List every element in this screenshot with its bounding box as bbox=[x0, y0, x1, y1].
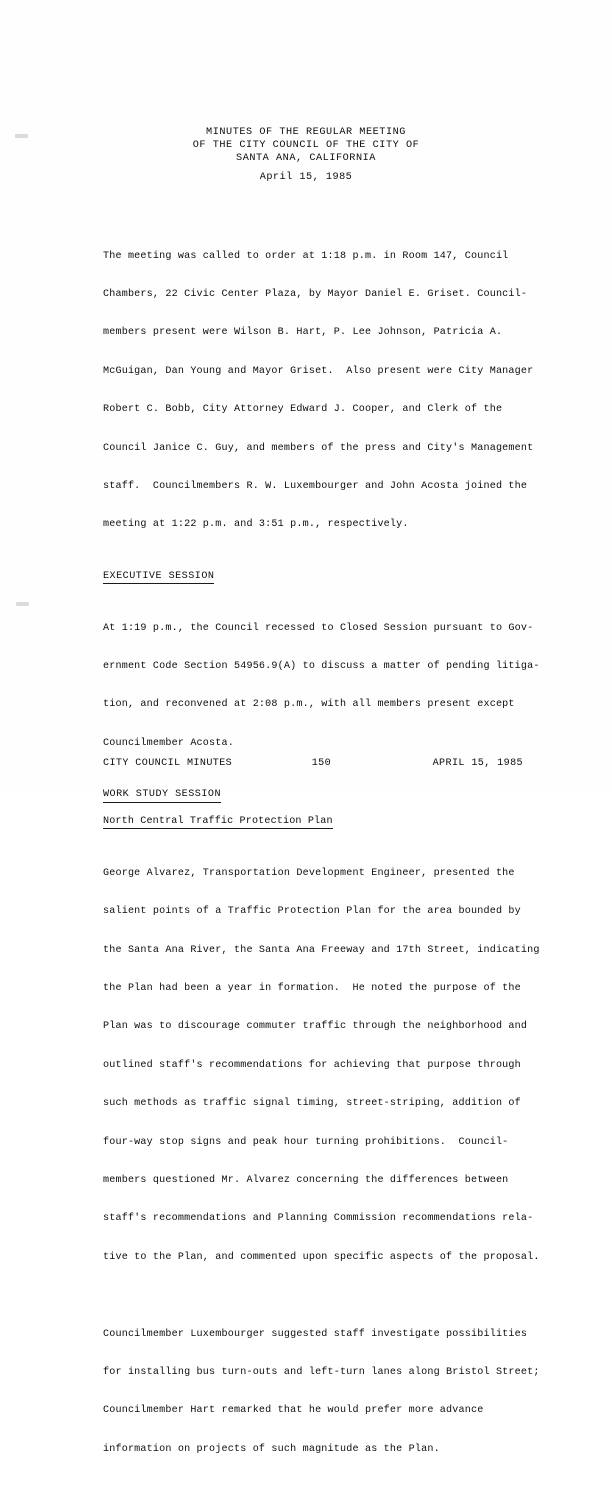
executive-session-heading-label: EXECUTIVE SESSION bbox=[103, 571, 214, 585]
text-line: such methods as traffic signal timing, street-striping, addition of bbox=[103, 1098, 521, 1110]
text-line: the Santa Ana River, the Santa Ana Freeway and 17th Street, indicating bbox=[103, 944, 540, 956]
footer-row bbox=[103, 758, 523, 769]
text-line: information on projects of such magnitude as the Plan. bbox=[103, 1443, 440, 1455]
text-line: outlined staff's recommendations for achieving that purpose through bbox=[103, 1059, 521, 1071]
page-footer bbox=[103, 758, 523, 769]
text-line: the Plan had been a year in formation. He noted the purpose of the bbox=[103, 983, 521, 995]
executive-session-heading bbox=[103, 571, 523, 585]
title-line-2: OF THE CITY COUNCIL OF THE CITY OF bbox=[192, 140, 420, 152]
page-number: 150 bbox=[311, 758, 332, 769]
work-study-session-heading bbox=[103, 789, 523, 803]
traffic-plan-subheading-label: North Central Traffic Protection Plan bbox=[103, 816, 333, 830]
title-line-1: MINUTES OF THE REGULAR MEETING bbox=[206, 127, 406, 138]
text-line: four-way stop signs and peak hour turning prohibitions. Council- bbox=[103, 1136, 509, 1148]
text-line: meeting at 1:22 p.m. and 3:51 p.m., respectively. bbox=[103, 519, 409, 531]
text-line: Robert C. Bobb, City Attorney Edward J. Cooper, and Clerk of the bbox=[103, 404, 503, 416]
text-line: Council Janice C. Guy, and members of the press and City's Management bbox=[103, 442, 534, 454]
text-line: salient points of a Traffic Protection Plan for the area bounded by bbox=[103, 906, 521, 918]
document-title-block bbox=[0, 126, 612, 166]
traffic-plan-paragraph-one bbox=[103, 842, 540, 1290]
traffic-plan-subheading bbox=[103, 816, 523, 830]
work-study-session-heading-label: WORK STUDY SESSION bbox=[103, 789, 221, 803]
text-line: George Alvarez, Transportation Development Engineer, presented the bbox=[103, 867, 515, 879]
text-line: staff. Councilmembers R. W. Luxembourger and John Acosta joined the bbox=[103, 480, 528, 492]
text-line: tion, and reconvened at 2:08 p.m., with all members present except bbox=[103, 699, 515, 711]
text-line: tive to the Plan, and commented upon specific aspects of the proposal. bbox=[103, 1251, 540, 1263]
text-line: Councilmember Acosta. bbox=[103, 737, 234, 749]
text-line: Councilmember Luxembourger suggested staff investigate possibilities bbox=[103, 1328, 528, 1340]
title-line-3: SANTA ANA, CALIFORNIA bbox=[236, 153, 376, 165]
footer-right-label: APRIL 15, 1985 bbox=[432, 758, 523, 769]
text-line: members present were Wilson B. Hart, P. Lee Johnson, Patricia A. bbox=[103, 327, 503, 339]
text-line: staff's recommendations and Planning Commission recommendations rela- bbox=[103, 1213, 534, 1225]
traffic-plan-paragraph-two bbox=[103, 1303, 540, 1482]
text-line: Councilmember Hart remarked that he would prefer more advance bbox=[103, 1405, 484, 1417]
opening-paragraph bbox=[103, 225, 534, 558]
text-line: members questioned Mr. Alvarez concerning the differences between bbox=[103, 1174, 509, 1186]
executive-session-paragraph bbox=[103, 597, 540, 776]
document-body bbox=[103, 225, 540, 1495]
text-line: Plan was to discourage commuter traffic through the neighborhood and bbox=[103, 1021, 528, 1033]
text-line: for installing bus turn-outs and left-turn lanes along Bristol Street; bbox=[103, 1366, 540, 1378]
text-line: At 1:19 p.m., the Council recessed to Closed Session pursuant to Gov- bbox=[103, 622, 534, 634]
scan-artifact-lower bbox=[16, 602, 29, 606]
text-line: The meeting was called to order at 1:18 p.m. in Room 147, Council bbox=[103, 250, 509, 262]
text-line: Chambers, 22 Civic Center Plaza, by Mayor Daniel E. Griset. Council- bbox=[103, 288, 528, 300]
document-date: April 15, 1985 bbox=[259, 172, 353, 183]
text-line: McGuigan, Dan Young and Mayor Griset. Also present were City Manager bbox=[103, 365, 534, 377]
text-line: ernment Code Section 54956.9(A) to discuss a matter of pending litiga- bbox=[103, 661, 540, 673]
footer-left-label: CITY COUNCIL MINUTES bbox=[103, 758, 233, 769]
